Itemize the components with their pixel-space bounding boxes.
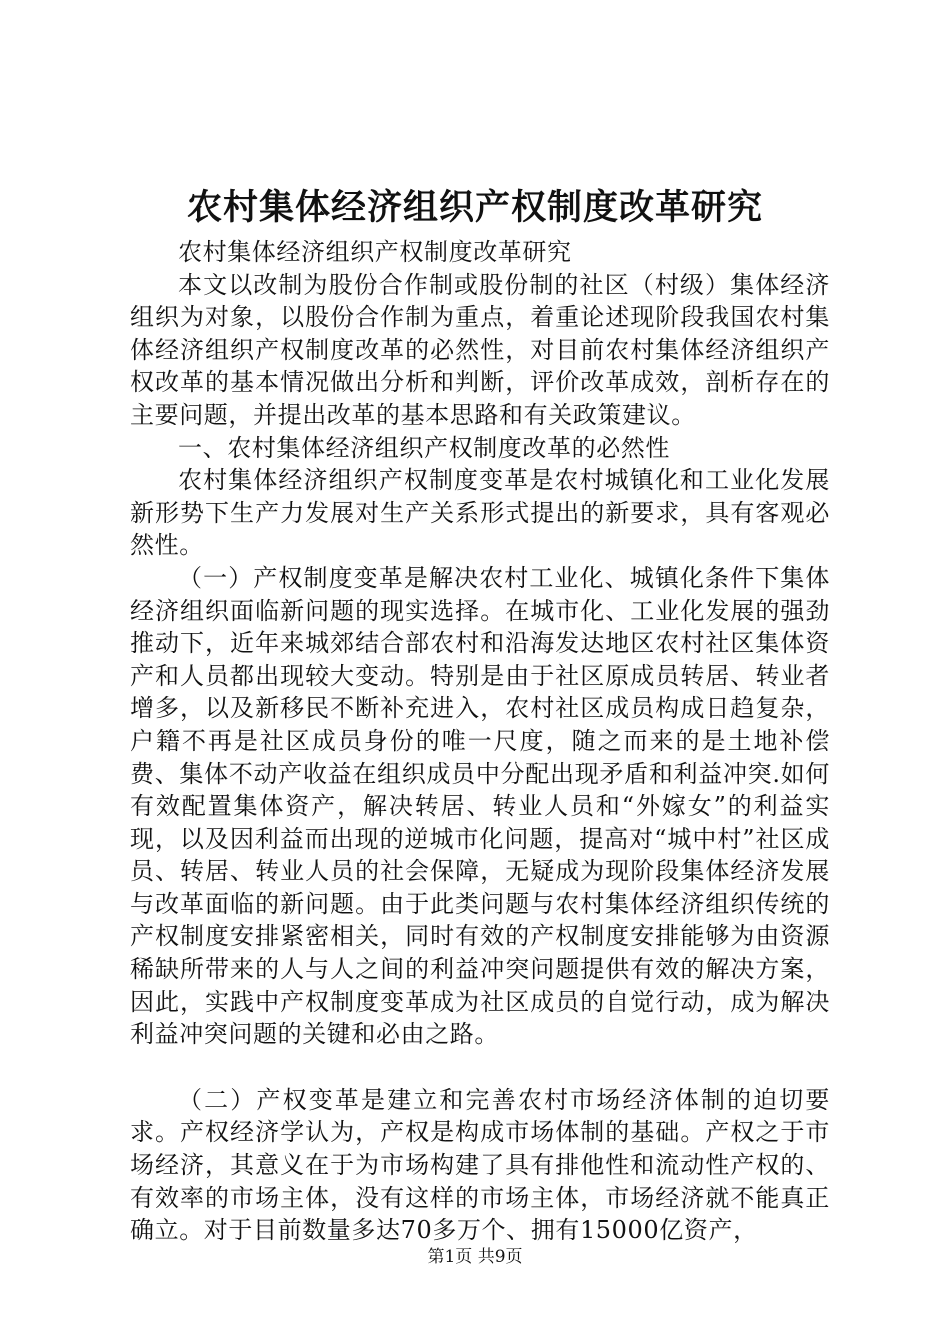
document-body <box>130 236 830 1247</box>
paragraph-intro: 农村集体经济组织产权制度变革是农村城镇化和工业化发展新形势下生产力发展对生产关系形式提出的新要求，具有客观必然性。 <box>130 466 830 560</box>
paragraph-abstract: 本文以改制为股份合作制或股份制的社区（村级）集体经济组织为对象，以股份合作制为重点，着重论述现阶段我国农村集体经济组织产权制度改革的必然性，对目前农村集体经济组织产权改革的基本情况做出分析和判断，评价改革成效，剖析存在的主要问题，并提出改革的基本思路和有关政策建议。 <box>130 270 830 429</box>
document-title: 农村集体经济组织产权制度改革研究 <box>186 187 763 228</box>
paragraph-point-1: （一）产权制度变革是解决农村工业化、城镇化条件下集体经济组织面临新问题的现实选择。在城市化、工业化发展的强劲推动下，近年来城郊结合部农村和沿海发达地区农村社区集体资产和人员都出现较大变动。特别是由于社区原成员转居、转业者增多，以及新移民不断补充进入，农村社区成员构成日趋复杂，户籍不再是社区成员身份的唯一尺度，随之而来的是土地补偿费、集体不动产收益在组织成员中分配出现矛盾和利益冲突.如何有效配置集体资产，解决转居、转业人员和“外嫁女”的利益实现，以及因利益而出现的逆城市化问题，提高对“城中村”社区成员、转居、转业人员的社会保障，无疑成为现阶段集体经济发展与改革面临的新问题。由于此类问题与农村集体经济组织传统的产权制度安排紧密相关，同时有效的产权制度安排能够为由资源稀缺所带来的人与人之间的利益冲突问题提供有效的解决方案，因此，实践中产权制度变革成为社区成员的自觉行动，成为解决利益冲突问题的关键和必由之路。 <box>130 563 830 1049</box>
paragraph-point-2: （二）产权变革是建立和完善农村市场经济体制的迫切要求。产权经济学认为，产权是构成市场体制的基础。产权之于市场经济，其意义在于为市场构建了具有排他性和流动性产权的、有效率的市场主体，没有这样的市场主体，市场经济就不能真正确立。对于目前数量多达70多万个、拥有15000亿资产， <box>130 1085 830 1245</box>
page-footer: 第1页 共9页 <box>427 1247 523 1267</box>
paragraph-subtitle: 农村集体经济组织产权制度改革研究 <box>178 238 572 266</box>
section-heading-1: 一、农村集体经济组织产权制度改革的必然性 <box>178 433 670 462</box>
